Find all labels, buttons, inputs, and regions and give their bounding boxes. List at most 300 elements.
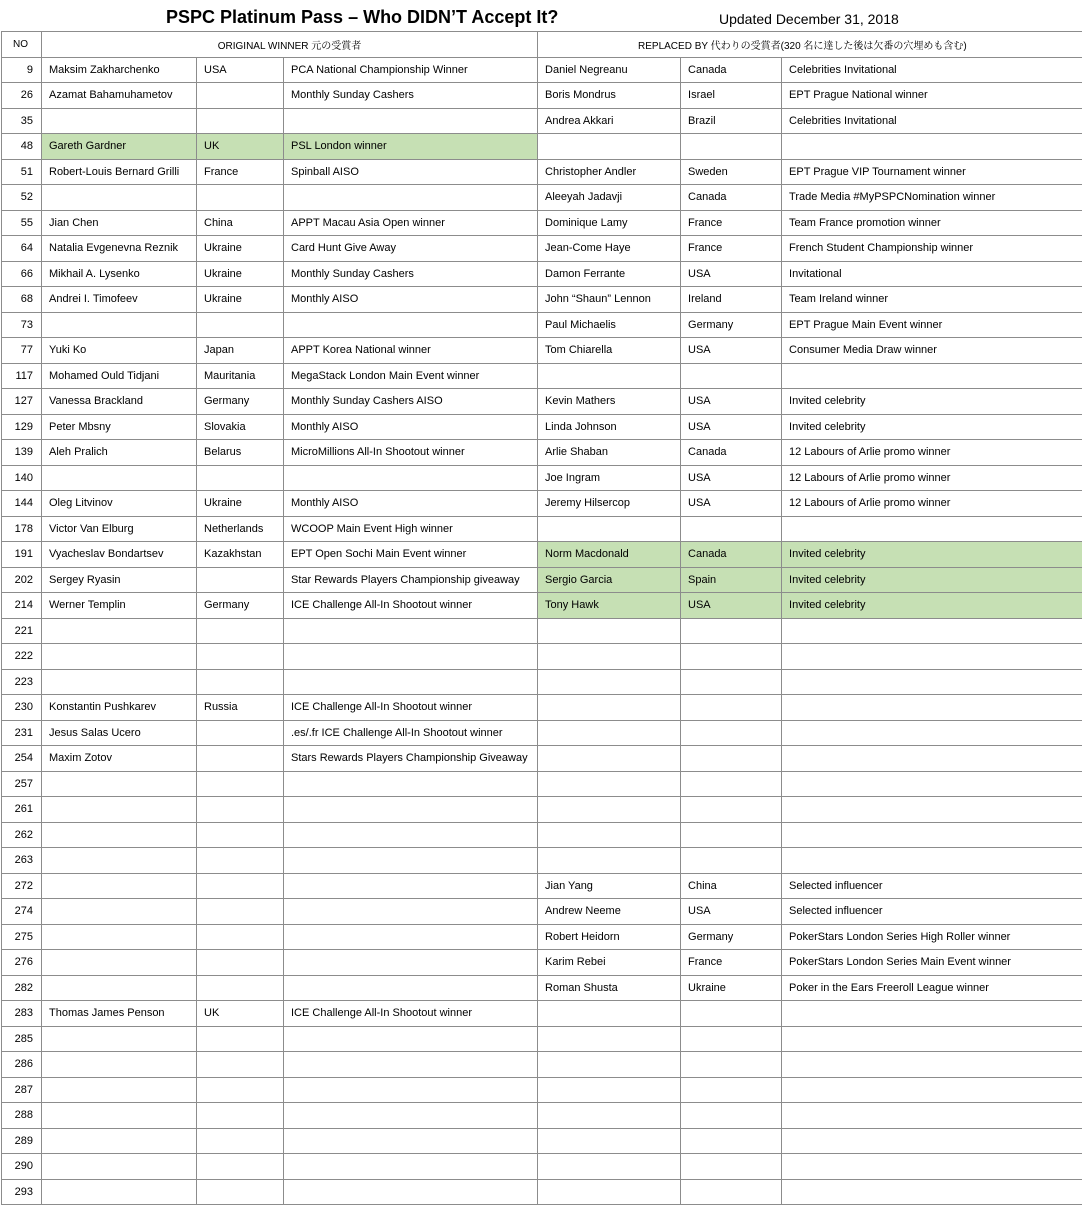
cell-original-name: [42, 924, 197, 950]
cell-original-name: Peter Mbsny: [42, 414, 197, 440]
cell-no: 293: [2, 1179, 42, 1205]
cell-replacement-event: [782, 644, 1082, 670]
cell-replacement-name: John “Shaun” Lennon: [538, 287, 681, 313]
cell-replacement-country: [681, 134, 782, 160]
cell-no: 288: [2, 1103, 42, 1129]
cell-no: 289: [2, 1128, 42, 1154]
cell-original-event: ICE Challenge All-In Shootout winner: [284, 593, 538, 619]
cell-replacement-country: [681, 1154, 782, 1180]
cell-replacement-name: [538, 720, 681, 746]
cell-original-event: MegaStack London Main Event winner: [284, 363, 538, 389]
cell-original-event: [284, 1128, 538, 1154]
cell-no: 221: [2, 618, 42, 644]
cell-original-event: Card Hunt Give Away: [284, 236, 538, 262]
cell-original-name: Thomas James Penson: [42, 1001, 197, 1027]
table-row: [2, 414, 1082, 440]
cell-original-event: [284, 1077, 538, 1103]
cell-replacement-name: Norm Macdonald: [538, 542, 681, 568]
cell-original-country: [197, 567, 284, 593]
cell-replacement-event: PokerStars London Series Main Event winner: [782, 950, 1082, 976]
cell-replacement-name: [538, 848, 681, 874]
cell-original-name: [42, 618, 197, 644]
column-header-no: NO: [2, 32, 42, 58]
cell-replacement-country: Sweden: [681, 159, 782, 185]
cell-replacement-event: Invited celebrity: [782, 593, 1082, 619]
cell-replacement-country: [681, 644, 782, 670]
cell-replacement-name: [538, 669, 681, 695]
cell-no: 68: [2, 287, 42, 313]
table-row: [2, 542, 1082, 568]
cell-replacement-name: Jean-Come Haye: [538, 236, 681, 262]
cell-original-name: Oleg Litvinov: [42, 491, 197, 517]
cell-replacement-name: Jeremy Hilsercop: [538, 491, 681, 517]
cell-replacement-event: Poker in the Ears Freeroll League winner: [782, 975, 1082, 1001]
cell-replacement-event: Invited celebrity: [782, 389, 1082, 415]
cell-original-name: Vyacheslav Bondartsev: [42, 542, 197, 568]
table-row: [2, 822, 1082, 848]
cell-original-country: [197, 975, 284, 1001]
cell-no: 127: [2, 389, 42, 415]
cell-original-name: [42, 1103, 197, 1129]
cell-original-country: [197, 1052, 284, 1078]
cell-original-country: Ukraine: [197, 491, 284, 517]
table-row: [2, 797, 1082, 823]
cell-replacement-name: Boris Mondrus: [538, 83, 681, 109]
cell-original-event: [284, 312, 538, 338]
table-row: [2, 261, 1082, 287]
cell-original-event: [284, 899, 538, 925]
cell-original-name: Gareth Gardner: [42, 134, 197, 160]
cell-no: 51: [2, 159, 42, 185]
cell-no: 230: [2, 695, 42, 721]
cell-original-name: Natalia Evgenevna Reznik: [42, 236, 197, 262]
cell-original-country: [197, 618, 284, 644]
cell-original-country: [197, 185, 284, 211]
cell-replacement-country: Canada: [681, 542, 782, 568]
cell-original-name: [42, 108, 197, 134]
platinum-pass-table: [1, 31, 1082, 1205]
cell-replacement-name: [538, 516, 681, 542]
cell-original-event: PSL London winner: [284, 134, 538, 160]
cell-no: 52: [2, 185, 42, 211]
table-row: [2, 287, 1082, 313]
cell-original-country: [197, 1179, 284, 1205]
cell-no: 26: [2, 83, 42, 109]
cell-original-name: [42, 1052, 197, 1078]
table-row: [2, 1179, 1082, 1205]
cell-replacement-country: USA: [681, 338, 782, 364]
cell-no: 73: [2, 312, 42, 338]
cell-replacement-name: [538, 644, 681, 670]
cell-original-country: USA: [197, 57, 284, 83]
cell-replacement-name: Arlie Shaban: [538, 440, 681, 466]
cell-original-name: Konstantin Pushkarev: [42, 695, 197, 721]
table-row: [2, 1154, 1082, 1180]
cell-original-country: [197, 1077, 284, 1103]
cell-replacement-name: [538, 134, 681, 160]
cell-no: 286: [2, 1052, 42, 1078]
cell-replacement-name: Andrew Neeme: [538, 899, 681, 925]
cell-original-event: Spinball AISO: [284, 159, 538, 185]
cell-original-event: [284, 822, 538, 848]
cell-no: 66: [2, 261, 42, 287]
cell-replacement-name: [538, 695, 681, 721]
cell-no: 140: [2, 465, 42, 491]
cell-no: 285: [2, 1026, 42, 1052]
cell-replacement-event: [782, 848, 1082, 874]
cell-replacement-country: [681, 618, 782, 644]
table-row: [2, 1001, 1082, 1027]
cell-replacement-country: Ukraine: [681, 975, 782, 1001]
table-row: [2, 465, 1082, 491]
cell-no: 272: [2, 873, 42, 899]
cell-original-event: [284, 848, 538, 874]
cell-replacement-event: [782, 1077, 1082, 1103]
cell-original-event: ICE Challenge All-In Shootout winner: [284, 1001, 538, 1027]
table-row: [2, 695, 1082, 721]
cell-replacement-event: [782, 797, 1082, 823]
cell-original-name: [42, 950, 197, 976]
table-row: [2, 669, 1082, 695]
cell-replacement-country: [681, 1179, 782, 1205]
cell-replacement-event: [782, 695, 1082, 721]
table-row: [2, 950, 1082, 976]
cell-original-country: France: [197, 159, 284, 185]
cell-original-name: Werner Templin: [42, 593, 197, 619]
cell-replacement-country: [681, 746, 782, 772]
table-row: [2, 1052, 1082, 1078]
cell-no: 214: [2, 593, 42, 619]
cell-no: 231: [2, 720, 42, 746]
cell-replacement-name: [538, 1154, 681, 1180]
cell-replacement-name: Damon Ferrante: [538, 261, 681, 287]
table-row: [2, 746, 1082, 772]
cell-replacement-country: [681, 516, 782, 542]
cell-original-event: [284, 108, 538, 134]
cell-replacement-event: [782, 1154, 1082, 1180]
cell-replacement-name: [538, 1001, 681, 1027]
cell-original-country: [197, 848, 284, 874]
cell-replacement-event: EPT Prague National winner: [782, 83, 1082, 109]
cell-original-country: [197, 771, 284, 797]
cell-replacement-country: [681, 771, 782, 797]
cell-original-event: WCOOP Main Event High winner: [284, 516, 538, 542]
cell-original-event: Stars Rewards Players Championship Giveaway: [284, 746, 538, 772]
cell-replacement-country: USA: [681, 414, 782, 440]
table-row: [2, 873, 1082, 899]
cell-replacement-country: Canada: [681, 440, 782, 466]
cell-replacement-event: [782, 1103, 1082, 1129]
cell-original-country: [197, 83, 284, 109]
cell-original-event: [284, 618, 538, 644]
cell-original-country: [197, 108, 284, 134]
cell-replacement-event: 12 Labours of Arlie promo winner: [782, 465, 1082, 491]
cell-no: 77: [2, 338, 42, 364]
cell-original-name: [42, 312, 197, 338]
cell-original-event: [284, 1179, 538, 1205]
table-row: [2, 1077, 1082, 1103]
cell-original-name: [42, 644, 197, 670]
cell-replacement-country: USA: [681, 261, 782, 287]
cell-replacement-event: Team Ireland winner: [782, 287, 1082, 313]
table-row: [2, 210, 1082, 236]
cell-replacement-name: Kevin Mathers: [538, 389, 681, 415]
cell-replacement-event: [782, 516, 1082, 542]
cell-original-country: [197, 1103, 284, 1129]
cell-original-event: [284, 975, 538, 1001]
cell-original-country: Mauritania: [197, 363, 284, 389]
cell-replacement-country: [681, 1128, 782, 1154]
cell-original-country: [197, 1154, 284, 1180]
cell-replacement-country: Germany: [681, 924, 782, 950]
cell-original-country: [197, 873, 284, 899]
table-row: [2, 57, 1082, 83]
table-row: [2, 771, 1082, 797]
cell-replacement-event: [782, 1179, 1082, 1205]
cell-original-event: [284, 1103, 538, 1129]
cell-no: 35: [2, 108, 42, 134]
cell-original-country: Japan: [197, 338, 284, 364]
cell-replacement-name: [538, 797, 681, 823]
cell-original-event: .es/.fr ICE Challenge All-In Shootout winner: [284, 720, 538, 746]
cell-no: 64: [2, 236, 42, 262]
cell-original-event: [284, 771, 538, 797]
cell-replacement-country: [681, 720, 782, 746]
table-row: [2, 1128, 1082, 1154]
cell-replacement-event: EPT Prague Main Event winner: [782, 312, 1082, 338]
cell-replacement-event: [782, 1052, 1082, 1078]
cell-replacement-event: [782, 1026, 1082, 1052]
table-row: [2, 134, 1082, 160]
cell-original-name: Azamat Bahamuhametov: [42, 83, 197, 109]
table-row: [2, 83, 1082, 109]
cell-original-event: MicroMillions All-In Shootout winner: [284, 440, 538, 466]
cell-original-country: [197, 644, 284, 670]
table-row: [2, 848, 1082, 874]
page-title: PSPC Platinum Pass – Who DIDN’T Accept It?: [166, 7, 558, 28]
cell-replacement-name: Roman Shusta: [538, 975, 681, 1001]
cell-original-country: Netherlands: [197, 516, 284, 542]
cell-original-event: Monthly AISO: [284, 287, 538, 313]
cell-replacement-event: Team France promotion winner: [782, 210, 1082, 236]
cell-replacement-name: [538, 1103, 681, 1129]
cell-original-event: Monthly Sunday Cashers: [284, 83, 538, 109]
cell-no: 261: [2, 797, 42, 823]
cell-original-event: Monthly AISO: [284, 414, 538, 440]
cell-replacement-name: Joe Ingram: [538, 465, 681, 491]
cell-replacement-name: [538, 1077, 681, 1103]
table-row: [2, 440, 1082, 466]
cell-no: 55: [2, 210, 42, 236]
table-row: [2, 185, 1082, 211]
cell-original-name: [42, 1077, 197, 1103]
table-row: [2, 108, 1082, 134]
cell-original-event: PCA National Championship Winner: [284, 57, 538, 83]
cell-original-country: [197, 720, 284, 746]
cell-original-name: Victor Van Elburg: [42, 516, 197, 542]
cell-replacement-name: Robert Heidorn: [538, 924, 681, 950]
cell-replacement-name: [538, 1128, 681, 1154]
cell-replacement-country: [681, 822, 782, 848]
cell-original-country: [197, 899, 284, 925]
cell-original-event: [284, 1052, 538, 1078]
cell-no: 282: [2, 975, 42, 1001]
table-row: [2, 363, 1082, 389]
cell-original-name: [42, 975, 197, 1001]
cell-replacement-country: [681, 669, 782, 695]
cell-original-name: [42, 1128, 197, 1154]
cell-replacement-country: [681, 1001, 782, 1027]
cell-replacement-name: [538, 1052, 681, 1078]
cell-original-name: Mohamed Ould Tidjani: [42, 363, 197, 389]
cell-no: 223: [2, 669, 42, 695]
cell-original-country: [197, 924, 284, 950]
cell-replacement-name: [538, 1026, 681, 1052]
cell-replacement-country: Canada: [681, 57, 782, 83]
cell-original-country: China: [197, 210, 284, 236]
cell-original-event: [284, 465, 538, 491]
column-header-replaced-by: REPLACED BY 代わりの受賞者(320 名に達した後は欠番の穴埋めも含む): [538, 32, 1082, 58]
cell-no: 263: [2, 848, 42, 874]
cell-original-event: [284, 797, 538, 823]
cell-replacement-country: [681, 695, 782, 721]
cell-original-country: Slovakia: [197, 414, 284, 440]
cell-no: 254: [2, 746, 42, 772]
cell-original-country: [197, 950, 284, 976]
cell-no: 262: [2, 822, 42, 848]
cell-replacement-country: USA: [681, 389, 782, 415]
table-row: [2, 389, 1082, 415]
cell-replacement-name: Linda Johnson: [538, 414, 681, 440]
cell-replacement-country: USA: [681, 899, 782, 925]
cell-original-name: [42, 797, 197, 823]
table-row: [2, 312, 1082, 338]
cell-original-event: EPT Open Sochi Main Event winner: [284, 542, 538, 568]
cell-replacement-name: Sergio Garcia: [538, 567, 681, 593]
cell-no: 117: [2, 363, 42, 389]
cell-replacement-country: Spain: [681, 567, 782, 593]
cell-replacement-event: Trade Media #MyPSPCNomination winner: [782, 185, 1082, 211]
header-row: [2, 32, 1082, 58]
cell-original-name: [42, 822, 197, 848]
cell-original-name: Vanessa Brackland: [42, 389, 197, 415]
cell-no: 48: [2, 134, 42, 160]
cell-replacement-name: Tony Hawk: [538, 593, 681, 619]
cell-original-country: UK: [197, 1001, 284, 1027]
cell-replacement-event: 12 Labours of Arlie promo winner: [782, 491, 1082, 517]
cell-original-name: Jesus Salas Ucero: [42, 720, 197, 746]
cell-no: 275: [2, 924, 42, 950]
cell-original-country: [197, 797, 284, 823]
cell-replacement-country: China: [681, 873, 782, 899]
cell-original-name: Maksim Zakharchenko: [42, 57, 197, 83]
cell-original-event: [284, 644, 538, 670]
cell-replacement-event: 12 Labours of Arlie promo winner: [782, 440, 1082, 466]
cell-replacement-name: Aleeyah Jadavji: [538, 185, 681, 211]
cell-original-country: [197, 822, 284, 848]
cell-no: 257: [2, 771, 42, 797]
table-row: [2, 236, 1082, 262]
cell-original-event: Monthly Sunday Cashers AISO: [284, 389, 538, 415]
cell-replacement-country: USA: [681, 491, 782, 517]
cell-replacement-country: France: [681, 210, 782, 236]
table-row: [2, 159, 1082, 185]
cell-original-event: APPT Macau Asia Open winner: [284, 210, 538, 236]
cell-no: 274: [2, 899, 42, 925]
cell-replacement-event: Celebrities Invitational: [782, 57, 1082, 83]
table-row: [2, 593, 1082, 619]
cell-replacement-event: [782, 746, 1082, 772]
table-row: [2, 491, 1082, 517]
cell-replacement-name: [538, 1179, 681, 1205]
cell-original-country: [197, 312, 284, 338]
cell-original-name: Sergey Ryasin: [42, 567, 197, 593]
cell-no: 222: [2, 644, 42, 670]
cell-replacement-name: [538, 771, 681, 797]
cell-replacement-country: USA: [681, 465, 782, 491]
cell-original-country: Russia: [197, 695, 284, 721]
cell-replacement-country: [681, 797, 782, 823]
cell-replacement-country: [681, 1077, 782, 1103]
cell-original-name: Mikhail A. Lysenko: [42, 261, 197, 287]
cell-replacement-name: Karim Rebei: [538, 950, 681, 976]
cell-original-country: Belarus: [197, 440, 284, 466]
cell-replacement-event: Consumer Media Draw winner: [782, 338, 1082, 364]
cell-no: 191: [2, 542, 42, 568]
table-row: [2, 899, 1082, 925]
cell-replacement-name: Tom Chiarella: [538, 338, 681, 364]
cell-original-event: APPT Korea National winner: [284, 338, 538, 364]
cell-original-name: [42, 899, 197, 925]
table-row: [2, 975, 1082, 1001]
updated-date: Updated December 31, 2018: [719, 11, 899, 27]
cell-replacement-event: PokerStars London Series High Roller winner: [782, 924, 1082, 950]
cell-replacement-country: France: [681, 950, 782, 976]
cell-replacement-name: Dominique Lamy: [538, 210, 681, 236]
table-row: [2, 1103, 1082, 1129]
cell-no: 178: [2, 516, 42, 542]
column-header-original-winner: ORIGINAL WINNER 元の受賞者: [42, 32, 538, 58]
cell-replacement-event: [782, 363, 1082, 389]
cell-original-country: UK: [197, 134, 284, 160]
cell-replacement-event: Celebrities Invitational: [782, 108, 1082, 134]
cell-original-event: Star Rewards Players Championship giveaway: [284, 567, 538, 593]
table-row: [2, 338, 1082, 364]
cell-original-name: [42, 465, 197, 491]
cell-replacement-name: [538, 618, 681, 644]
cell-original-event: Monthly AISO: [284, 491, 538, 517]
cell-replacement-event: French Student Championship winner: [782, 236, 1082, 262]
cell-replacement-name: Paul Michaelis: [538, 312, 681, 338]
cell-original-country: [197, 1026, 284, 1052]
cell-replacement-event: [782, 618, 1082, 644]
cell-original-event: [284, 873, 538, 899]
cell-replacement-event: Invited celebrity: [782, 567, 1082, 593]
cell-original-event: [284, 1026, 538, 1052]
cell-no: 129: [2, 414, 42, 440]
cell-original-name: [42, 1179, 197, 1205]
cell-original-event: [284, 924, 538, 950]
table-row: [2, 1026, 1082, 1052]
cell-replacement-name: Christopher Andler: [538, 159, 681, 185]
cell-replacement-country: [681, 1052, 782, 1078]
table-row: [2, 516, 1082, 542]
cell-replacement-name: Daniel Negreanu: [538, 57, 681, 83]
cell-replacement-name: [538, 363, 681, 389]
cell-original-country: Ukraine: [197, 287, 284, 313]
cell-replacement-event: [782, 1001, 1082, 1027]
cell-replacement-event: Selected influencer: [782, 873, 1082, 899]
